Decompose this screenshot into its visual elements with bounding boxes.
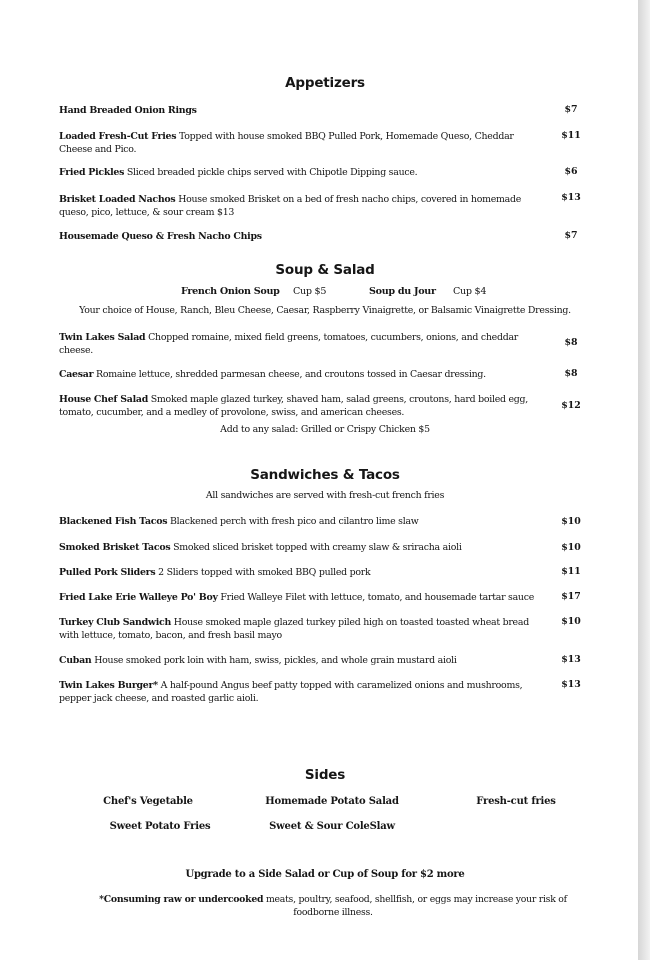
menu-item bbox=[59, 566, 535, 579]
item-name: Loaded Fresh-Cut Fries bbox=[59, 131, 177, 142]
item-price: $10 bbox=[561, 616, 581, 627]
item-name: House Chef Salad bbox=[59, 394, 149, 405]
sandwiches-note: All sandwiches are served with fresh-cut french fries bbox=[205, 490, 445, 501]
menu-item bbox=[59, 616, 535, 642]
item-price: $17 bbox=[561, 591, 581, 602]
item-price: $13 bbox=[561, 679, 581, 690]
side-item: Homemade Potato Salad bbox=[265, 796, 399, 807]
add-to-salad-note: Add to any salad: Grilled or Crispy Chicken $5 bbox=[220, 424, 430, 435]
item-price: $7 bbox=[564, 230, 578, 241]
item-price: $11 bbox=[561, 130, 581, 141]
menu-item bbox=[59, 230, 535, 243]
menu-item bbox=[59, 515, 535, 528]
side-item: Sweet & Sour ColeSlaw bbox=[269, 821, 395, 832]
menu-item bbox=[59, 654, 535, 667]
menu-item bbox=[59, 331, 535, 357]
item-desc: 2 Sliders topped with smoked BBQ pulled pork bbox=[155, 567, 371, 578]
item-name: Brisket Loaded Nachos bbox=[59, 194, 176, 205]
soup-du-jour-price: Cup $4 bbox=[453, 286, 487, 297]
item-price: $11 bbox=[561, 566, 581, 577]
menu-item bbox=[59, 591, 535, 604]
item-name: Pulled Pork Sliders bbox=[59, 567, 156, 578]
item-desc: House smoked maple glazed turkey piled high on toasted toasted wheat bread with lettuce, tomato, bacon, and fresh basil mayo bbox=[59, 617, 529, 641]
item-desc: House smoked pork loin with ham, swiss, pickles, and whole grain mustard aioli bbox=[91, 655, 457, 666]
upgrade-note: Upgrade to a Side Salad or Cup of Soup for $2 more bbox=[185, 869, 465, 880]
item-price: $8 bbox=[564, 337, 578, 348]
soup-salad-title: Soup & Salad bbox=[275, 262, 375, 278]
item-price: $13 bbox=[561, 192, 581, 203]
item-desc: Topped with house smoked BBQ Pulled Pork, Homemade Queso, Cheddar Cheese and Pico. bbox=[59, 131, 514, 155]
item-price: $8 bbox=[564, 368, 578, 379]
item-name: Fried Pickles bbox=[59, 167, 125, 178]
menu-item bbox=[59, 679, 535, 705]
menu-item bbox=[59, 104, 535, 117]
appetizers-title: Appetizers bbox=[285, 75, 365, 91]
item-desc: Sliced breaded pickle chips served with Chipotle Dipping sauce. bbox=[124, 167, 418, 178]
dressing-note: Your choice of House, Ranch, Bleu Cheese, Caesar, Raspberry Vinaigrette, or Balsamic Vinaigrette Dressing. bbox=[79, 305, 571, 316]
sandwiches-title: Sandwiches & Tacos bbox=[250, 467, 400, 483]
item-price: $10 bbox=[561, 542, 581, 553]
french-onion-price: Cup $5 bbox=[293, 286, 327, 297]
item-name: Hand Breaded Onion Rings bbox=[59, 105, 197, 116]
item-name: Twin Lakes Salad bbox=[59, 332, 146, 343]
french-onion-soup: French Onion Soup bbox=[181, 286, 280, 297]
menu-item bbox=[59, 130, 535, 156]
item-name: Fried Lake Erie Walleye Po' Boy bbox=[59, 592, 218, 603]
warning-bold: *Consuming raw or undercooked bbox=[99, 894, 264, 905]
menu-item bbox=[59, 393, 535, 419]
item-desc: Smoked sliced brisket topped with creamy slaw & sriracha aioli bbox=[170, 542, 462, 553]
item-desc: Chopped romaine, mixed field greens, tomatoes, cucumbers, onions, and cheddar cheese. bbox=[59, 332, 519, 356]
soup-du-jour: Soup du Jour bbox=[369, 286, 436, 297]
menu-item bbox=[59, 368, 535, 381]
item-name: Smoked Brisket Tacos bbox=[59, 542, 171, 553]
item-desc: Romaine lettuce, shredded parmesan cheese, and croutons tossed in Caesar dressing. bbox=[93, 369, 486, 380]
item-name: Caesar bbox=[59, 369, 94, 380]
item-name: Blackened Fish Tacos bbox=[59, 516, 168, 527]
item-name: Twin Lakes Burger* bbox=[59, 680, 158, 691]
menu-item bbox=[59, 193, 535, 219]
item-desc: Smoked maple glazed turkey, shaved ham, salad greens, croutons, hard boiled egg, tomato, cucumber, and a medley of provolone, swiss, and american cheeses. bbox=[59, 394, 529, 418]
item-name: Housemade Queso & Fresh Nacho Chips bbox=[59, 231, 262, 242]
item-price: $13 bbox=[561, 654, 581, 665]
item-desc: House smoked Brisket on a bed of fresh nacho chips, covered in homemade queso, pico, lettuce, & sour cream $13 bbox=[59, 194, 522, 218]
item-price: $12 bbox=[561, 400, 581, 411]
side-item: Chef's Vegetable bbox=[103, 796, 193, 807]
menu-item bbox=[59, 541, 535, 554]
item-price: $10 bbox=[561, 516, 581, 527]
item-name: Turkey Club Sandwich bbox=[59, 617, 172, 628]
consumption-warning bbox=[88, 893, 578, 919]
item-desc: Blackened perch with fresh pico and cilantro lime slaw bbox=[167, 516, 419, 527]
warning-text: meats, poultry, seafood, shellfish, or eggs may increase your risk of foodborne illness. bbox=[263, 894, 567, 918]
side-item: Fresh-cut fries bbox=[476, 796, 556, 807]
item-name: Cuban bbox=[59, 655, 92, 666]
menu-item bbox=[59, 166, 535, 179]
item-desc: A half-pound Angus beef patty topped with caramelized onions and mushrooms, pepper jack cheese, and roasted garlic aioli. bbox=[59, 680, 523, 704]
item-price: $6 bbox=[564, 166, 578, 177]
item-desc: Fried Walleye Filet with lettuce, tomato, and housemade tartar sauce bbox=[217, 592, 535, 603]
side-item: Sweet Potato Fries bbox=[109, 821, 211, 832]
item-price: $7 bbox=[564, 104, 578, 115]
sides-title: Sides bbox=[304, 767, 346, 783]
